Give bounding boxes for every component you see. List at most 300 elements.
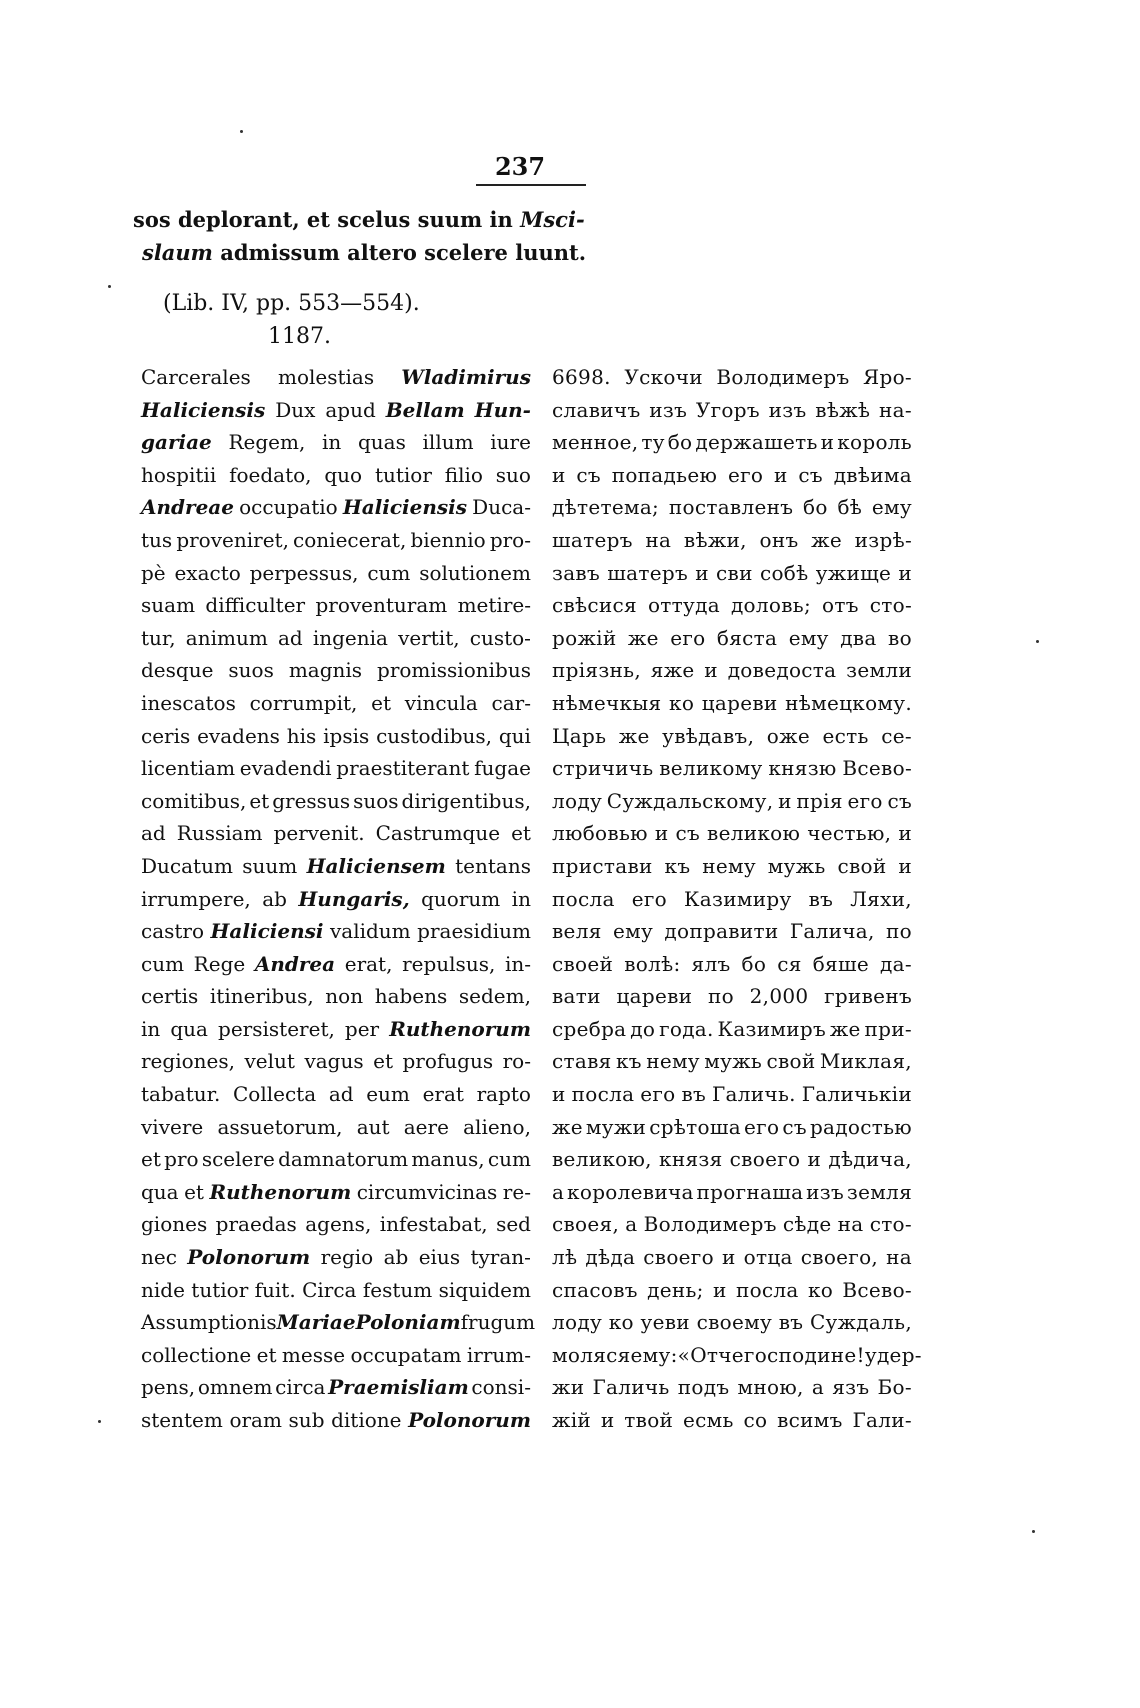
slavonic-word: ему:	[630, 1342, 678, 1367]
latin-word: Hun-	[474, 397, 531, 422]
slavonic-word: ко	[669, 690, 695, 715]
slavonic-word: жи	[552, 1375, 585, 1400]
slavonic-word: его	[631, 886, 667, 911]
slavonic-word: увѣдавъ,	[662, 723, 755, 748]
latin-line	[141, 1111, 531, 1144]
latin-word: et	[256, 1342, 277, 1367]
latin-word: damnatorum	[278, 1147, 409, 1172]
slavonic-word: и	[695, 560, 709, 585]
slavonic-word: и	[654, 821, 669, 846]
latin-word: nide	[141, 1277, 185, 1302]
latin-line	[141, 589, 531, 622]
slavonic-word: Галичькіи	[801, 1082, 912, 1107]
latin-word: sub	[288, 1408, 325, 1432]
latin-word: quorum	[421, 886, 501, 911]
slavonic-word: отца	[743, 1245, 793, 1270]
slavonic-word: оттуда	[647, 593, 720, 618]
latin-line	[141, 1274, 531, 1307]
slavonic-word: есмь	[682, 1408, 734, 1432]
latin-word: gariae	[141, 430, 212, 455]
slavonic-line	[552, 361, 912, 394]
scan-speck	[240, 130, 243, 133]
slavonic-line	[552, 1045, 912, 1078]
latin-word: Wladimirus	[401, 365, 531, 389]
slavonic-line	[552, 524, 912, 557]
latin-word: Ruthenorum	[389, 1016, 531, 1041]
slavonic-word: и	[713, 1277, 727, 1302]
latin-word: omnem	[197, 1375, 273, 1400]
slavonic-word: прія	[796, 788, 843, 813]
slavonic-word: свой	[766, 1049, 816, 1074]
latin-line	[141, 622, 531, 655]
latin-word: vivere	[141, 1114, 204, 1139]
slavonic-word: ему	[788, 625, 829, 650]
latin-word: itineribus,	[209, 984, 314, 1009]
latin-word: sedem,	[458, 984, 531, 1009]
slavonic-word: въ	[778, 1310, 804, 1335]
slavonic-word: своего,	[800, 1245, 879, 1270]
latin-word: ab	[383, 1245, 409, 1270]
slavonic-word: съ	[798, 462, 823, 487]
slavonic-word: есть	[822, 723, 869, 748]
latin-word: pervenit.	[273, 821, 365, 846]
latin-word: vagus	[304, 1049, 364, 1074]
latin-word: erat,	[344, 951, 393, 976]
latin-word: qua	[170, 1016, 208, 1041]
slavonic-word: 2,000	[749, 984, 809, 1009]
slavonic-line	[552, 1078, 912, 1111]
latin-word: cum	[487, 1147, 531, 1172]
latin-word: promissionibus	[377, 658, 531, 683]
latin-word: repulsus,	[402, 951, 496, 976]
slavonic-word: изрѣ-	[854, 527, 912, 552]
slavonic-word: своея,	[552, 1212, 620, 1237]
latin-word: et	[511, 821, 531, 846]
latin-word: eius	[418, 1245, 461, 1270]
slavonic-word: великою,	[552, 1147, 652, 1172]
slavonic-word: ко	[608, 1310, 634, 1335]
slavonic-line	[552, 589, 912, 622]
slavonic-word: доведоста	[727, 658, 837, 683]
header-rule	[476, 184, 586, 186]
slavonic-word: мужь	[767, 853, 826, 878]
slavonic-word: на-	[879, 397, 912, 422]
slavonic-word: своему	[696, 1310, 773, 1335]
intro-line-2-italic: slaum	[142, 240, 213, 265]
slavonic-word: бо	[803, 495, 828, 520]
slavonic-word: великому	[659, 756, 763, 781]
slavonic-word: и	[898, 560, 912, 585]
latin-word: in	[141, 1016, 161, 1041]
slavonic-word: поставленъ	[668, 495, 794, 520]
latin-word: giones	[141, 1212, 208, 1237]
latin-word: ad	[277, 625, 303, 650]
slavonic-word: же	[811, 527, 842, 552]
latin-word: eum	[366, 1082, 410, 1107]
latin-word: consi-	[471, 1375, 531, 1400]
slavonic-word: король	[837, 430, 912, 455]
slavonic-word: всимъ	[777, 1408, 843, 1432]
latin-word: tus	[141, 527, 173, 552]
latin-line	[141, 524, 531, 557]
latin-word: custodibus,	[376, 723, 493, 748]
latin-line	[141, 557, 531, 590]
latin-word: Praemisliam	[328, 1375, 469, 1400]
latin-word: corrumpit,	[249, 690, 358, 715]
latin-word: ditione	[331, 1408, 402, 1432]
slavonic-word: пристави	[552, 853, 653, 878]
latin-word: molestias	[277, 365, 375, 389]
latin-word: Carcerales	[141, 365, 251, 389]
latin-word: per	[344, 1016, 380, 1041]
slavonic-word: Володимеръ	[643, 1212, 777, 1237]
latin-word: infestabat,	[379, 1212, 488, 1237]
slavonic-word: Ляхи,	[850, 886, 912, 911]
latin-word: occupatio	[239, 495, 338, 520]
latin-line	[141, 883, 531, 916]
slavonic-word: собѣ	[759, 560, 809, 585]
slavonic-line	[552, 915, 912, 948]
latin-word: Andreae	[141, 495, 234, 520]
slavonic-word: уеви	[640, 1310, 690, 1335]
latin-word: illum	[422, 430, 474, 455]
latin-word: Bellam	[385, 397, 465, 422]
latin-word: magnis	[288, 658, 363, 683]
latin-word: in-	[504, 951, 531, 976]
slavonic-word: Суждаль,	[809, 1310, 912, 1335]
slavonic-word: да-	[880, 951, 912, 976]
latin-line	[141, 491, 531, 524]
latin-word: gressus	[272, 788, 351, 813]
slavonic-word: ему	[612, 919, 654, 944]
latin-line	[141, 426, 531, 459]
slavonic-word: сто-	[869, 1212, 912, 1237]
latin-word: certis	[141, 984, 199, 1009]
scan-speck	[1032, 1530, 1035, 1533]
latin-word: re-	[502, 1179, 531, 1204]
slavonic-word: подъ	[677, 1375, 730, 1400]
latin-word: comitibus,	[141, 788, 247, 813]
latin-word: praesidium	[417, 919, 531, 944]
slavonic-word: и	[807, 1147, 822, 1172]
latin-word: validum	[329, 919, 411, 944]
slavonic-word: дѣтетема;	[552, 495, 660, 520]
slavonic-word: гривенъ	[824, 984, 912, 1009]
slavonic-word: изъ	[806, 1179, 845, 1204]
latin-word: habens	[374, 984, 448, 1009]
latin-line	[141, 850, 531, 883]
slavonic-word: онъ	[759, 527, 799, 552]
slavonic-word: рожій	[552, 625, 617, 650]
year-heading: 1187.	[268, 324, 331, 349]
latin-word: tyran-	[470, 1245, 531, 1270]
scan-speck	[108, 285, 111, 288]
slavonic-word: и	[721, 1245, 736, 1270]
latin-word: ceris	[141, 723, 191, 748]
latin-word: hospitii	[141, 462, 217, 487]
intro-line-2-text: admissum altero scelere luunt.	[212, 240, 587, 265]
latin-column	[141, 361, 536, 1437]
slavonic-word: Бо-	[877, 1375, 912, 1400]
slavonic-line	[552, 1339, 922, 1372]
slavonic-line	[552, 687, 912, 720]
slavonic-word: срѣтоша	[649, 1114, 741, 1139]
latin-line	[141, 785, 531, 818]
latin-word: profugus	[402, 1049, 494, 1074]
latin-word: castro	[141, 919, 205, 944]
latin-word: evadens	[197, 723, 280, 748]
latin-word: et	[184, 1179, 204, 1204]
latin-word: suo	[495, 462, 531, 487]
intro-line-1-italic: Msci-	[520, 207, 585, 232]
slavonic-word: же	[627, 625, 659, 650]
latin-word: messe	[281, 1342, 346, 1367]
latin-word: assuetorum,	[217, 1114, 343, 1139]
slavonic-word: ялъ	[691, 951, 731, 976]
latin-word: tutior	[191, 1277, 249, 1302]
reference: (Lib. IV, pp. 553—554).	[163, 291, 420, 316]
latin-word: apud	[325, 397, 376, 422]
slavonic-line	[552, 1111, 912, 1144]
latin-word: coniecerat,	[293, 527, 407, 552]
slavonic-word: Галичь.	[712, 1082, 796, 1107]
latin-word: ipsis	[323, 723, 370, 748]
latin-line	[141, 459, 531, 492]
latin-word: alieno,	[463, 1114, 531, 1139]
latin-word: circa	[275, 1375, 326, 1400]
slavonic-word: его	[847, 788, 883, 813]
latin-word: velut	[244, 1049, 295, 1074]
slavonic-line	[552, 1208, 912, 1241]
slavonic-line	[552, 654, 912, 687]
slavonic-line	[552, 1371, 912, 1404]
slavonic-word: Угоръ	[695, 397, 760, 422]
slavonic-word: завъ	[552, 560, 601, 585]
latin-line	[141, 361, 531, 394]
latin-word: siquidem	[438, 1277, 531, 1302]
latin-line	[141, 394, 531, 427]
latin-word: regiones,	[141, 1049, 235, 1074]
latin-word: Castrumque	[375, 821, 501, 846]
slavonic-word: въ	[681, 1082, 707, 1107]
latin-word: Andrea	[254, 951, 336, 976]
latin-line	[141, 720, 531, 753]
latin-word: manus,	[411, 1147, 485, 1172]
slavonic-word: стричичь	[552, 756, 654, 781]
slavonic-word: же	[829, 1016, 861, 1041]
slavonic-word: спасовъ	[552, 1277, 638, 1302]
slavonic-word: къ	[664, 853, 691, 878]
latin-word: Regem,	[228, 430, 306, 455]
slavonic-word: Володимеръ	[716, 365, 850, 389]
slavonic-word: же	[618, 723, 650, 748]
slavonic-word: сто-	[869, 593, 912, 618]
latin-word: Mariae	[276, 1310, 356, 1335]
latin-word: iure	[490, 430, 531, 455]
slavonic-word: сѣде	[782, 1212, 832, 1237]
slavonic-line	[552, 1176, 912, 1209]
latin-word: irrumpere,	[141, 886, 251, 911]
latin-word: foedato,	[229, 462, 312, 487]
slavonic-word: Гали-	[852, 1408, 912, 1432]
latin-word: et	[373, 1049, 393, 1074]
latin-line	[141, 1208, 531, 1241]
slavonic-word: а	[811, 1375, 825, 1400]
latin-word: et	[141, 1147, 161, 1172]
latin-line	[141, 915, 531, 948]
slavonic-word: и	[552, 462, 566, 487]
slavonic-word: радостью	[809, 1114, 912, 1139]
latin-word: metire-	[457, 593, 531, 618]
slavonic-word: на	[886, 1245, 912, 1270]
latin-word: sed	[496, 1212, 531, 1237]
latin-line	[141, 1404, 531, 1437]
latin-word: desque	[141, 658, 214, 683]
slavonic-word: Суждальскому,	[606, 788, 774, 813]
latin-word: Assumptionis	[141, 1310, 277, 1335]
latin-word: tabatur.	[141, 1082, 221, 1107]
slavonic-line	[552, 1306, 912, 1339]
latin-word: ingenia	[312, 625, 388, 650]
intro-line-1	[133, 203, 953, 236]
slavonic-word: и	[704, 658, 718, 683]
slavonic-word: года.	[659, 1016, 714, 1041]
slavonic-word: день;	[647, 1277, 704, 1302]
latin-line	[141, 752, 531, 785]
slavonic-word: отъ	[822, 593, 859, 618]
slavonic-word: ставя	[552, 1049, 612, 1074]
latin-line	[141, 1176, 531, 1209]
slavonic-word: се-	[881, 723, 912, 748]
slavonic-line	[552, 817, 912, 850]
slavonic-word: князя	[659, 1147, 723, 1172]
slavonic-word: Яро-	[863, 365, 912, 389]
slavonic-word: Галича,	[789, 919, 875, 944]
slavonic-word: съ	[576, 462, 601, 487]
slavonic-word: мною,	[737, 1375, 804, 1400]
slavonic-word: сребра	[552, 1016, 627, 1041]
slavonic-word: нему	[646, 1049, 700, 1074]
slavonic-word: съ	[887, 788, 912, 813]
slavonic-word: во	[888, 625, 912, 650]
latin-word: Ducatum	[141, 853, 233, 878]
slavonic-word: и	[778, 788, 792, 813]
slavonic-word: бѣ	[837, 495, 863, 520]
latin-word: car-	[491, 690, 531, 715]
latin-word: Circa	[302, 1277, 357, 1302]
latin-word: ro-	[502, 1049, 531, 1074]
latin-line	[141, 1045, 531, 1078]
slavonic-word: и	[898, 821, 912, 846]
latin-word: circumvicinas	[356, 1179, 498, 1204]
slavonic-word: и	[552, 1082, 566, 1107]
church-slavonic-column	[552, 361, 922, 1437]
slavonic-word: а	[552, 1179, 565, 1204]
slavonic-word: Казимиръ	[717, 1016, 827, 1041]
latin-word: evadendi	[239, 756, 332, 781]
slavonic-word: и	[898, 853, 912, 878]
slavonic-word: земля	[846, 1179, 912, 1204]
latin-line	[141, 948, 531, 981]
slavonic-word: мужь	[704, 1049, 763, 1074]
slavonic-word: съ	[675, 821, 701, 846]
latin-word: vincula	[404, 690, 478, 715]
latin-word: fugae	[474, 756, 531, 781]
latin-word: et	[371, 690, 392, 715]
slavonic-line	[552, 426, 912, 459]
latin-word: Rege	[193, 951, 246, 976]
latin-word: Russiam	[176, 821, 263, 846]
slavonic-line	[552, 883, 912, 916]
slavonic-word: по	[885, 919, 912, 944]
latin-word: suos	[228, 658, 274, 683]
latin-word: dirigentibus,	[401, 788, 531, 813]
slavonic-word: великою	[707, 821, 801, 846]
latin-word: praestiterant	[336, 756, 470, 781]
slavonic-word: посла	[735, 1277, 799, 1302]
slavonic-line	[552, 850, 912, 883]
slavonic-word: удер-	[864, 1342, 922, 1367]
latin-word: agens,	[305, 1212, 372, 1237]
slavonic-word: до	[630, 1016, 656, 1041]
latin-word: praedas	[215, 1212, 297, 1237]
slavonic-word: Казимиру	[684, 886, 792, 911]
latin-word: non	[325, 984, 364, 1009]
slavonic-word: на	[645, 527, 672, 552]
latin-word: Collecta	[233, 1082, 317, 1107]
latin-word: proventuram	[315, 593, 448, 618]
slavonic-word: же	[552, 1114, 583, 1139]
slavonic-word: и	[820, 430, 835, 455]
slavonic-word: ту	[641, 430, 665, 455]
latin-word: Haliciensis	[342, 495, 468, 520]
slavonic-line	[552, 1241, 912, 1274]
latin-word: Polonorum	[408, 1408, 531, 1432]
latin-word: tutior	[374, 462, 432, 487]
slavonic-word: шатеръ	[552, 527, 633, 552]
slavonic-word: яже	[650, 658, 695, 683]
latin-line	[141, 1143, 531, 1176]
slavonic-word: земли	[846, 658, 912, 683]
latin-line	[141, 687, 531, 720]
slavonic-word: мужи	[585, 1114, 647, 1139]
slavonic-line	[552, 785, 912, 818]
slavonic-word: своего	[643, 1245, 714, 1270]
latin-word: cum	[141, 951, 185, 976]
intro-line-1-text: sos deplorant, et scelus suum in	[133, 207, 521, 232]
slavonic-word: изъ	[768, 397, 807, 422]
slavonic-word: бо	[667, 430, 693, 455]
latin-word: pens,	[141, 1375, 196, 1400]
slavonic-word: его	[727, 462, 764, 487]
latin-word: Haliciensem	[306, 853, 446, 878]
slavonic-word: лоду	[552, 788, 603, 813]
latin-word: biennio	[410, 527, 486, 552]
latin-word: oram	[229, 1408, 282, 1432]
slavonic-word: и	[600, 1408, 615, 1432]
slavonic-word: князю	[768, 756, 837, 781]
slavonic-word: его	[670, 625, 706, 650]
slavonic-word: честью,	[807, 821, 892, 846]
slavonic-word: моляся	[552, 1342, 631, 1367]
slavonic-word: вати	[552, 984, 601, 1009]
latin-line	[141, 654, 531, 687]
scan-speck	[98, 1420, 101, 1423]
slavonic-word: славичъ	[552, 397, 641, 422]
latin-word: tur,	[141, 625, 176, 650]
slavonic-line	[552, 1013, 912, 1046]
slavonic-word: веля	[552, 919, 602, 944]
